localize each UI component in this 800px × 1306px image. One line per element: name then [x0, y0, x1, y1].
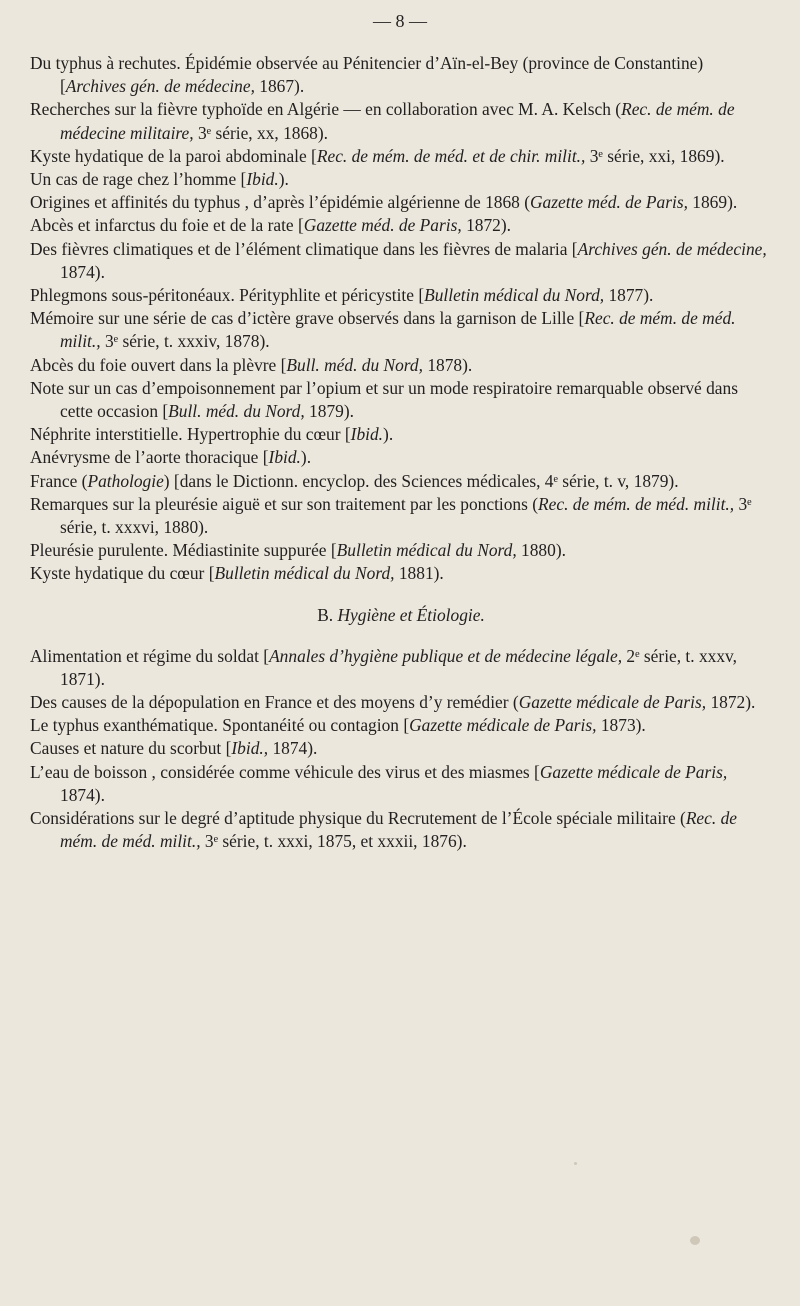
bibliography-entry	[30, 423, 772, 446]
entry-journal: Gazette médicale de Paris,	[539, 761, 728, 782]
bibliography-entry	[30, 52, 772, 98]
entry-journal: Gazette méd. de Paris,	[303, 215, 462, 236]
entry-title: Note sur un cas d’empoisonnement par l’opium et sur un mode respiratoire remarquable observé dans cette occasion [	[30, 377, 738, 422]
entry-journal: Rec. de mém. de méd. milit.,	[60, 308, 736, 352]
entry-title: Néphrite interstitielle. Hypertrophie du cœur [	[30, 424, 351, 445]
entry-journal: Bull. méd. du Nord,	[286, 354, 423, 375]
entry-citation: 1869).	[687, 192, 738, 213]
entry-journal: Bulletin médical du Nord,	[424, 285, 605, 306]
bibliography-entry	[30, 714, 772, 737]
bibliography-pathology	[30, 52, 772, 586]
entry-citation: 1874).	[60, 261, 105, 282]
bibliography-entry	[30, 446, 772, 469]
entry-citation: ).	[278, 169, 289, 190]
entry-journal: Rec. de mém. de médecine militaire,	[60, 99, 735, 143]
entry-citation: 1879).	[304, 401, 354, 422]
entry-citation: 1872).	[706, 692, 756, 713]
bibliography-entry	[30, 214, 772, 237]
entry-citation: 3ᵉ série, t. xxxvi, 1880).	[60, 493, 752, 538]
entry-title: Des fièvres climatiques et de l’élément climatique dans les fièvres de malaria [	[30, 238, 578, 259]
entry-journal: Bulletin médical du Nord,	[214, 563, 395, 584]
entry-title: Phlegmons sous-péritonéaux. Pérityphlite et péricystite [	[30, 285, 425, 306]
entry-title: Origines et affinités du typhus , d’après l’épidémie algérienne de 1868 (	[30, 192, 530, 213]
entry-citation: 3ᵉ série, xx, 1868).	[193, 122, 328, 143]
entry-citation: 1877).	[604, 285, 654, 306]
entry-journal: Archives gén. de médecine,	[65, 76, 255, 97]
entry-citation: 1873).	[596, 715, 646, 736]
bibliography-entry	[30, 168, 772, 191]
entry-citation: 1867).	[254, 76, 305, 97]
entry-citation: 1874).	[268, 738, 318, 759]
entry-journal: Rec. de mém. de méd. milit.,	[60, 808, 737, 852]
entry-title: Causes et nature du scorbut [	[30, 738, 232, 759]
entry-title: Un cas de rage chez l’homme [	[30, 169, 247, 190]
entry-citation: 1878).	[422, 354, 473, 375]
bibliography-entry	[30, 807, 772, 853]
page-number: — 8 —	[373, 11, 427, 31]
entry-title: Remarques sur la pleurésie aiguë et sur son traitement par les ponctions (	[30, 493, 539, 514]
entry-title: Mémoire sur une série de cas d’ictère grave observés dans la garnison de Lille [	[30, 308, 585, 329]
bibliography-entry	[30, 539, 772, 562]
entry-title: Kyste hydatique de la paroi abdominale [	[30, 145, 317, 166]
entry-citation: 1881).	[394, 563, 444, 584]
section-heading	[30, 604, 772, 627]
bibliography-entry	[30, 191, 772, 214]
entry-journal: Bull. méd. du Nord,	[168, 401, 305, 422]
entry-citation: 3ᵉ série, t. xxxiv, 1878).	[100, 331, 270, 352]
entry-citation: 1880).	[516, 540, 566, 561]
section-title: Hygiène et Étiologie.	[337, 604, 485, 625]
entry-journal: Ibid.	[350, 424, 384, 445]
bibliography-entry	[30, 284, 772, 307]
entry-title: Le typhus exanthématique. Spontanéité ou contagion [	[30, 715, 410, 736]
entry-citation: ).	[300, 447, 312, 468]
entry-journal: Pathologie	[87, 470, 164, 491]
bibliography-entry	[30, 307, 772, 353]
entry-citation: ).	[383, 424, 394, 445]
entry-title: Pleurésie purulente. Médiastinite suppurée [	[30, 540, 337, 561]
entry-journal: Rec. de mém. de méd. milit.,	[538, 493, 735, 514]
entry-title: Recherches sur la fièvre typhoïde en Algérie — en collaboration avec M. A. Kelsch (	[30, 99, 622, 120]
entry-journal: Ibid.,	[231, 738, 269, 759]
entry-title: Des causes de la dépopulation en France et des moyens d’y remédier (	[30, 692, 519, 713]
bibliography-entry	[30, 691, 772, 714]
entry-citation: 3ᵉ série, t. xxxi, 1875, et xxxii, 1876).	[200, 831, 467, 852]
entry-citation: ) [dans le Dictionn. encyclop. des Sciences médicales, 4ᵉ série, t. v, 1879).	[163, 470, 679, 491]
bibliography-entry	[30, 761, 772, 807]
entry-journal: Ibid.	[268, 447, 301, 468]
section-letter: B.	[317, 604, 334, 625]
bibliography-entry	[30, 354, 772, 377]
entry-title: Abcès du foie ouvert dans la plèvre [	[30, 354, 287, 375]
entry-title: Abcès et infarctus du foie et de la rate [	[30, 215, 304, 236]
entry-journal: Ibid.	[246, 169, 279, 190]
bibliography-list	[30, 52, 772, 854]
bibliography-entry	[30, 377, 772, 423]
entry-journal: Bulletin médical du Nord,	[336, 540, 517, 561]
entry-citation: 2ᵉ série, t. xxxv, 1871).	[60, 645, 737, 689]
bibliography-entry	[30, 145, 772, 168]
entry-journal: Gazette médicale de Paris,	[409, 715, 597, 736]
entry-citation: 3ᵉ série, xxi, 1869).	[585, 145, 725, 166]
entry-title: Kyste hydatique du cœur [	[30, 563, 215, 584]
entry-journal: Archives gén. de médecine,	[577, 238, 767, 259]
paper-stain	[574, 1162, 577, 1165]
entry-journal: Gazette méd. de Paris,	[530, 192, 688, 213]
entry-title: Du typhus à rechutes. Épidémie observée au Pénitencier d’Aïn-el-Bey (province de Constantine) [	[30, 53, 704, 97]
bibliography-entry	[30, 645, 772, 691]
bibliography-entry	[30, 562, 772, 585]
entry-title: L’eau de boisson , considérée comme véhicule des virus et des miasmes [	[30, 761, 540, 782]
entry-title: Anévrysme de l’aorte thoracique [	[30, 447, 269, 468]
entry-title: Considérations sur le degré d’aptitude physique du Recrutement de l’École spéciale militaire (	[30, 808, 686, 829]
bibliography-entry	[30, 493, 772, 539]
bibliography-entry	[30, 470, 772, 493]
entry-title: Alimentation et régime du soldat [	[30, 645, 270, 666]
bibliography-entry	[30, 98, 772, 144]
bibliography-entry	[30, 238, 772, 284]
entry-journal: Gazette médicale de Paris,	[518, 692, 707, 713]
entry-journal: Annales d’hygiène publique et de médecine légale,	[269, 645, 623, 666]
paper-stain	[690, 1236, 700, 1245]
entry-citation: 1872).	[461, 215, 511, 236]
entry-citation: 1874).	[60, 784, 105, 805]
entry-title: France (	[30, 470, 88, 491]
entry-journal: Rec. de mém. de méd. et de chir. milit.,	[316, 145, 586, 166]
bibliography-entry	[30, 737, 772, 760]
bibliography-hygiene	[30, 645, 772, 854]
